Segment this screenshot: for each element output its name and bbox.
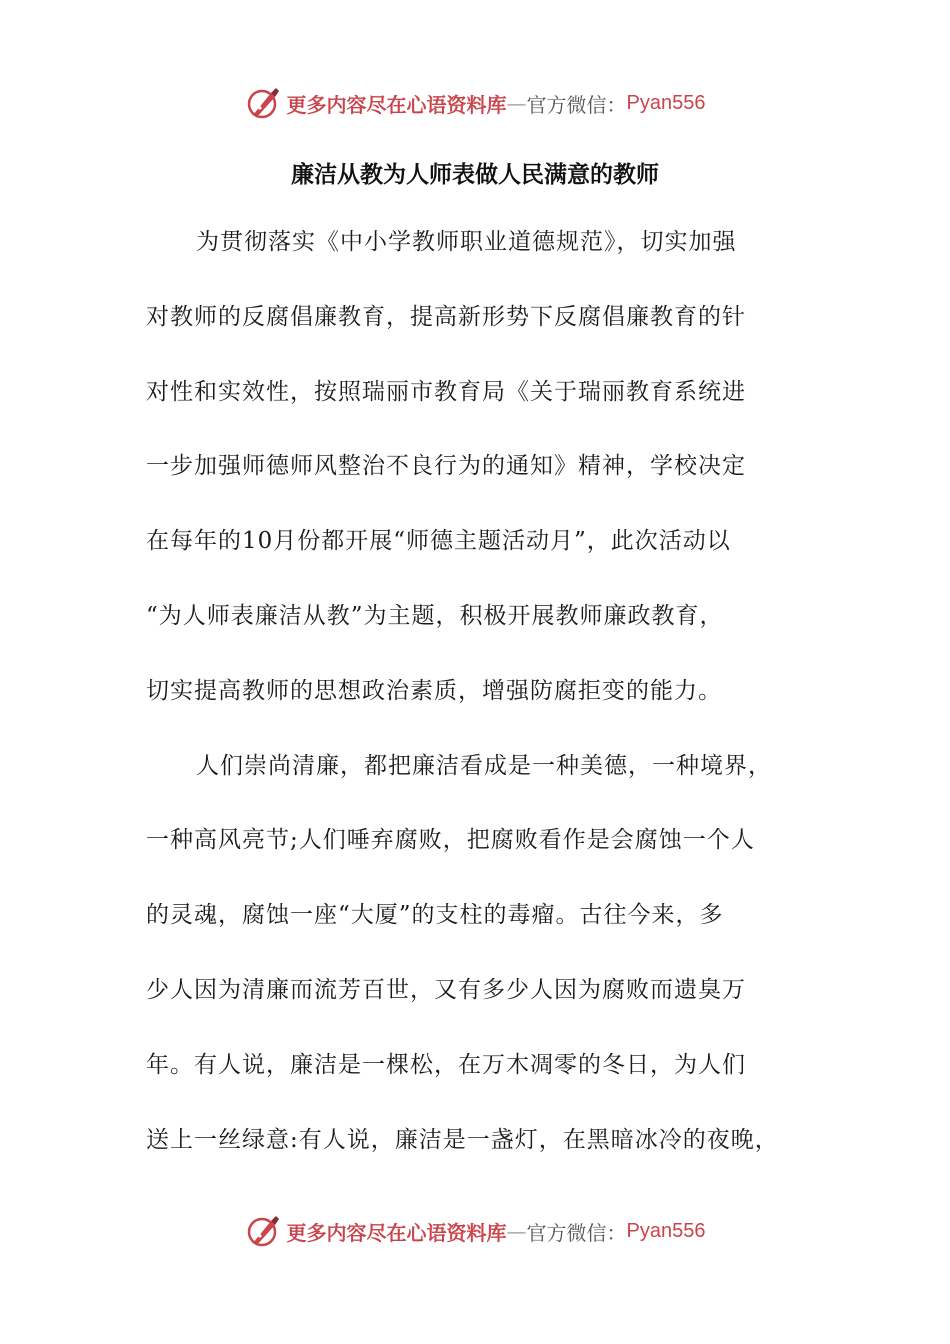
paragraph-line: 为贯彻落实《中小学教师职业道德规范》，切实加强: [196, 229, 737, 255]
paragraph-line: 对教师的反腐倡廉教育，提高新形势下反腐倡廉教育的针: [146, 303, 746, 330]
wechat-id: Pyan556: [626, 91, 706, 114]
footer-watermark-banner: [0, 1211, 950, 1251]
paragraph-line: 切实提高教师的思想政治素质，增强防腐拒变的能力。: [146, 677, 722, 704]
paragraph-line: 送上一丝绿意:有人说，廉洁是一盏灯，在黑暗冰冷的夜晚，: [146, 1126, 779, 1153]
official-wechat-label: 官方微信：: [526, 92, 627, 117]
paragraph-line: 对性和实效性，按照瑞丽市教育局《关于瑞丽教育系统进: [146, 378, 746, 405]
paragraph-line: 年。有人说，廉洁是一棵松，在万木凋零的冬日，为人们: [146, 1051, 746, 1078]
pen-nib-circle-logo-icon: [245, 1213, 281, 1249]
pen-nib-circle-logo-icon: [245, 85, 281, 121]
wechat-id: Pyan556: [626, 1219, 706, 1242]
document-title: 廉洁从教为人师表做人民满意的教师: [291, 161, 659, 188]
promo-text: 更多内容尽在心语资料库: [286, 1220, 507, 1245]
paragraph-line: 的灵魂，腐蚀一座“大厦”的支柱的毒瘤。古往今来，多: [146, 902, 724, 929]
promo-text: 更多内容尽在心语资料库: [286, 92, 507, 117]
separator-dash: —: [506, 91, 527, 115]
paragraph-line: 少人因为清廉而流芳百世，又有多少人因为腐败而遗臭万: [146, 976, 746, 1003]
paragraph-line: “为人师表廉洁从教”为主题，积极开展教师廉政教育，: [146, 602, 724, 629]
paragraph-line: 一种高风亮节;人们唾弃腐败，把腐败看作是会腐蚀一个人: [146, 827, 755, 854]
paragraph-line: 人们崇尚清廉，都把廉洁看成是一种美德，一种境界，: [196, 752, 772, 779]
paragraph-line: 在每年的10月份都开展“师德主题活动月”，此次活动以: [146, 528, 731, 555]
header-watermark-banner: [0, 83, 950, 123]
document-body: [146, 220, 802, 1192]
official-wechat-label: 官方微信：: [526, 1220, 627, 1245]
separator-dash: —: [506, 1219, 527, 1243]
paragraph-line: 一步加强师德师风整治不良行为的通知》精神，学校决定: [146, 453, 746, 480]
